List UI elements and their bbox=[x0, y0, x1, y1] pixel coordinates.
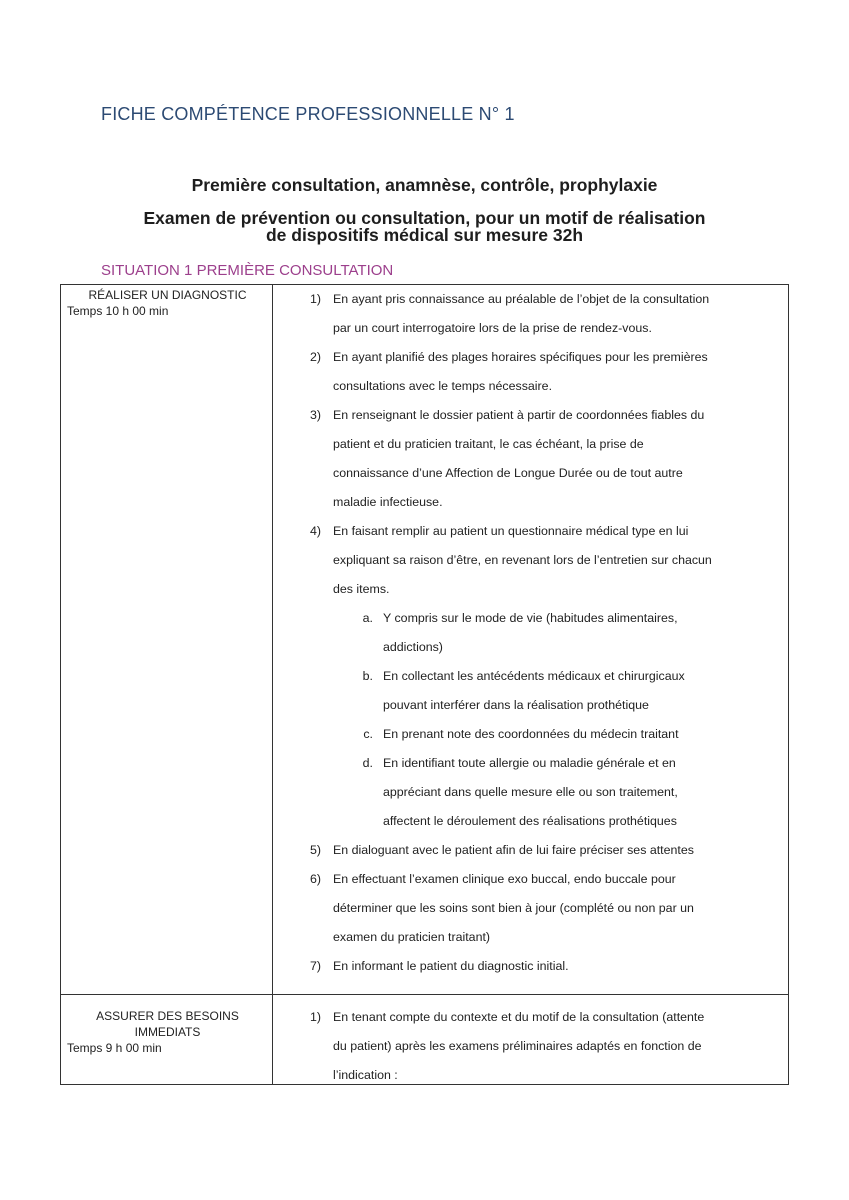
item-number: 1) bbox=[309, 1010, 321, 1024]
table-row bbox=[61, 995, 788, 1084]
criteria-sub-item bbox=[273, 662, 780, 720]
criteria-sub-item bbox=[273, 604, 780, 662]
item-text bbox=[333, 401, 780, 517]
item-text bbox=[383, 604, 780, 662]
criteria-cell bbox=[273, 285, 788, 994]
item-line: l’indication : bbox=[333, 1068, 398, 1082]
item-line: expliquant sa raison d’être, en revenant lors de l’entretien sur chacun bbox=[333, 553, 712, 567]
item-text bbox=[333, 343, 780, 401]
item-text bbox=[383, 749, 780, 836]
table-row bbox=[61, 285, 788, 995]
item-line: En dialoguant avec le patient afin de lui faire préciser ses attentes bbox=[333, 843, 694, 857]
item-number: a. bbox=[362, 611, 373, 625]
item-line: pouvant interférer dans la réalisation prothétique bbox=[383, 698, 649, 712]
item-number: 6) bbox=[309, 872, 321, 886]
skill-cell bbox=[61, 285, 273, 994]
skill-title: ASSURER DES BESOINS IMMEDIATS bbox=[96, 1009, 239, 1039]
item-text bbox=[333, 285, 780, 343]
item-number: 1) bbox=[309, 292, 321, 306]
item-line: affectent le déroulement des réalisations prothétiques bbox=[383, 814, 677, 828]
item-line: En prenant note des coordonnées du médecin traitant bbox=[383, 727, 679, 741]
skill-cell bbox=[61, 995, 273, 1084]
item-line: En ayant pris connaissance au préalable de l’objet de la consultation bbox=[333, 292, 710, 306]
item-line: du patient) après les examens préliminaires adaptés en fonction de bbox=[333, 1039, 702, 1053]
item-line: par un court interrogatoire lors de la prise de rendez-vous. bbox=[333, 321, 652, 335]
criteria-item bbox=[273, 865, 780, 952]
item-number: d. bbox=[362, 756, 373, 770]
criteria-item bbox=[273, 285, 780, 343]
item-line: examen du praticien traitant) bbox=[333, 930, 491, 944]
item-line: des items. bbox=[333, 582, 390, 596]
item-number: 2) bbox=[309, 350, 321, 364]
item-number: 7) bbox=[309, 959, 321, 973]
item-text bbox=[383, 720, 780, 749]
subtitle-line-2a: Examen de prévention ou consultation, pour un motif de réalisation bbox=[143, 208, 706, 228]
item-line: En identifiant toute allergie ou maladie générale et en bbox=[383, 756, 676, 770]
item-text bbox=[333, 1003, 780, 1090]
skill-title: RÉALISER UN DIAGNOSTIC bbox=[88, 288, 247, 302]
competence-table bbox=[60, 284, 789, 1085]
item-text bbox=[333, 952, 780, 981]
item-text bbox=[333, 865, 780, 952]
item-text bbox=[333, 836, 780, 865]
skill-time: Temps 9 h 00 min bbox=[67, 1041, 162, 1055]
criteria-item bbox=[273, 343, 780, 401]
item-number: 4) bbox=[309, 524, 321, 538]
document-title: FICHE COMPÉTENCE PROFESSIONNELLE N° 1 bbox=[101, 104, 515, 124]
subtitle-line-1: Première consultation, anamnèse, contrôle, prophylaxie bbox=[191, 175, 658, 195]
item-line: En collectant les antécédents médicaux et chirurgicaux bbox=[383, 669, 685, 683]
criteria-cell bbox=[273, 995, 788, 1084]
item-line: Y compris sur le mode de vie (habitudes alimentaires, bbox=[383, 611, 678, 625]
item-line: addictions) bbox=[383, 640, 443, 654]
subtitle-line-2 bbox=[0, 210, 849, 244]
item-number: 3) bbox=[309, 408, 321, 422]
item-line: En informant le patient du diagnostic initial. bbox=[333, 959, 569, 973]
item-line: En faisant remplir au patient un questionnaire médical type en lui bbox=[333, 524, 689, 538]
item-line: déterminer que les soins sont bien à jour (complété ou non par un bbox=[333, 901, 694, 915]
item-number: b. bbox=[362, 669, 373, 683]
criteria-sub-item bbox=[273, 749, 780, 836]
item-line: En ayant planifié des plages horaires spécifiques pour les premières bbox=[333, 350, 708, 364]
item-line: En effectuant l’examen clinique exo buccal, endo buccale pour bbox=[333, 872, 676, 886]
item-line: En renseignant le dossier patient à partir de coordonnées fiables du bbox=[333, 408, 705, 422]
criteria-item bbox=[273, 952, 780, 981]
criteria-item bbox=[273, 1003, 780, 1090]
item-line: connaissance d’une Affection de Longue Durée ou de tout autre bbox=[333, 466, 683, 480]
item-number: c. bbox=[363, 727, 373, 741]
criteria-sub-item bbox=[273, 720, 780, 749]
item-line: consultations avec le temps nécessaire. bbox=[333, 379, 553, 393]
item-text bbox=[383, 662, 780, 720]
item-line: patient et du praticien traitant, le cas échéant, la prise de bbox=[333, 437, 644, 451]
criteria-item bbox=[273, 517, 780, 604]
item-line: appréciant dans quelle mesure elle ou son traitement, bbox=[383, 785, 678, 799]
criteria-item bbox=[273, 401, 780, 517]
subtitle-line-2b: de dispositifs médical sur mesure 32h bbox=[265, 225, 584, 245]
section-heading: SITUATION 1 PREMIÈRE CONSULTATION bbox=[101, 262, 394, 279]
item-line: maladie infectieuse. bbox=[333, 495, 443, 509]
item-number: 5) bbox=[309, 843, 321, 857]
criteria-item bbox=[273, 836, 780, 865]
item-text bbox=[333, 517, 780, 604]
item-line: En tenant compte du contexte et du motif de la consultation (attente bbox=[333, 1010, 705, 1024]
skill-time: Temps 10 h 00 min bbox=[67, 304, 169, 318]
